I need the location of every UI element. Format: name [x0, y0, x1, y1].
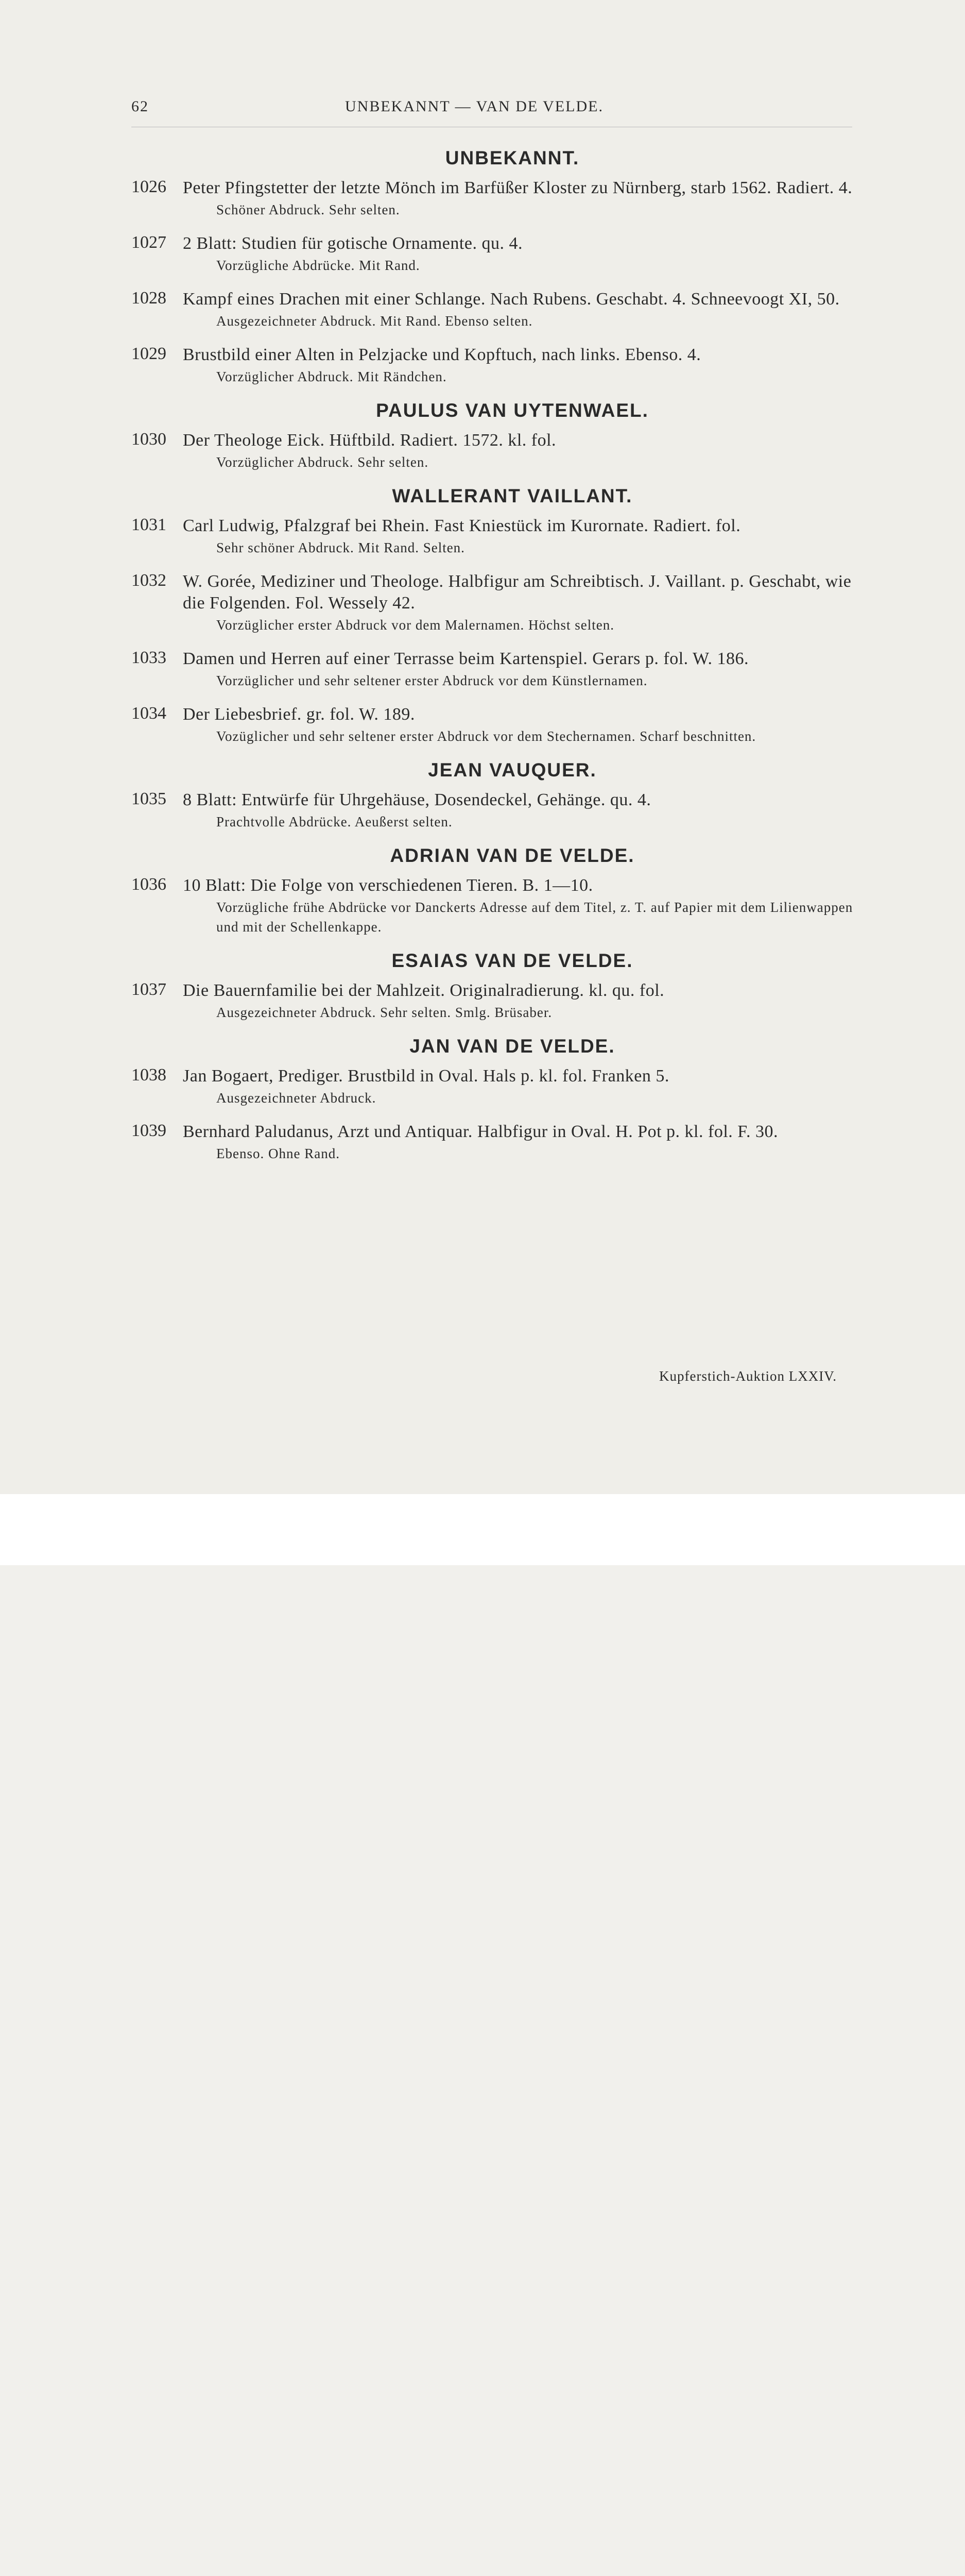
catalogue-entry [131, 875, 857, 937]
catalogue-section [131, 400, 857, 472]
catalogue-section [131, 950, 857, 1022]
section-title: JAN VAN DE VELDE. [409, 1036, 615, 1057]
condition-note: Vorzügliche frühe Abdrücke vor Danckerts Adresse auf dem Titel, z. T. auf Papier mit dem Lilienwappen und mit der Schellenkappe. [216, 900, 853, 935]
lot-number: 1039 [131, 1121, 166, 1140]
lot-number: 1030 [131, 430, 166, 449]
lot-number: 1036 [131, 875, 166, 894]
lot-description: 2 Blatt: Studien für gotische Ornamente. qu. 4. [183, 234, 523, 253]
lot-description: Der Theologe Eick. Hüftbild. Radiert. 1572. kl. fol. [183, 431, 557, 450]
catalogue-entry [131, 430, 857, 472]
condition-note: Vorzüglicher Abdruck. Mit Rändchen. [216, 369, 447, 384]
section-title: PAULUS VAN UYTENWAEL. [376, 400, 649, 421]
catalogue-entry [131, 289, 857, 331]
catalogue-entry [131, 515, 857, 557]
lot-description: W. Gorée, Mediziner und Theologe. Halbfigur am Schreibtisch. J. Vaillant. p. Geschabt, wie die Folgenden. Fol. Wessely 42. [183, 572, 852, 613]
lot-number: 1032 [131, 571, 166, 590]
viewer-footer-bar [0, 1494, 965, 1565]
lot-description: Bernhard Paludanus, Arzt und Antiquar. Halbfigur in Oval. H. Pot p. kl. fol. F. 30. [183, 1122, 778, 1141]
lot-number: 1038 [131, 1065, 166, 1084]
catalogue-section [131, 759, 857, 832]
lot-number: 1027 [131, 233, 166, 252]
lot-number: 1034 [131, 704, 166, 723]
lot-number: 1037 [131, 980, 166, 999]
lot-description: 8 Blatt: Entwürfe für Uhrgehäuse, Dosendeckel, Gehänge. qu. 4. [183, 790, 651, 809]
catalogue-entry [131, 648, 857, 690]
condition-note: Vorzüglicher erster Abdruck vor dem Malernamen. Höchst selten. [216, 617, 615, 633]
lot-description: Kampf eines Drachen mit einer Schlange. Nach Rubens. Geschabt. 4. Schneevoogt XI, 50. [183, 290, 840, 309]
condition-note: Sehr schöner Abdruck. Mit Rand. Selten. [216, 540, 465, 555]
catalogue-entry [131, 789, 857, 832]
lot-number: 1028 [131, 289, 166, 308]
catalogue-entry [131, 571, 857, 635]
section-title: ESAIAS VAN DE VELDE. [391, 950, 633, 971]
condition-note: Ebenso. Ohne Rand. [216, 1146, 340, 1161]
catalogue-section [131, 147, 857, 386]
lot-number: 1035 [131, 789, 166, 808]
condition-note: Vozüglicher und sehr seltener erster Abdruck vor dem Stechernamen. Scharf beschnitten. [216, 728, 756, 744]
catalogue-content [131, 147, 857, 1177]
condition-note: Vorzügliche Abdrücke. Mit Rand. [216, 258, 420, 273]
lot-description: 10 Blatt: Die Folge von verschiedenen Tieren. B. 1—10. [183, 876, 593, 895]
catalogue-entry [131, 1121, 857, 1163]
catalogue-section [131, 1036, 857, 1163]
lot-description: Jan Bogaert, Prediger. Brustbild in Oval. Hals p. kl. fol. Franken 5. [183, 1066, 669, 1086]
lot-description: Brustbild einer Alten in Pelzjacke und Kopftuch, nach links. Ebenso. 4. [183, 345, 701, 364]
lot-description: Peter Pfingstetter der letzte Mönch im Barfüßer Kloster zu Nürnberg, starb 1562. Radiert. 4. [183, 178, 853, 197]
running-title: UNBEKANNT — VAN DE VELDE. [345, 98, 604, 115]
catalogue-section [131, 485, 857, 746]
condition-note: Schöner Abdruck. Sehr selten. [216, 202, 400, 217]
catalogue-entry [131, 704, 857, 746]
condition-note: Ausgezeichneter Abdruck. Mit Rand. Ebenso selten. [216, 313, 533, 329]
lot-number: 1026 [131, 177, 166, 196]
section-title: ADRIAN VAN DE VELDE. [390, 845, 635, 866]
lot-number: 1031 [131, 515, 166, 534]
section-title: UNBEKANNT. [445, 147, 580, 168]
catalogue-entry [131, 344, 857, 386]
condition-note: Prachtvolle Abdrücke. Aeußerst selten. [216, 814, 453, 829]
catalogue-footer: Kupferstich-Auktion LXXIV. [659, 1368, 837, 1384]
lot-description: Carl Ludwig, Pfalzgraf bei Rhein. Fast Kniestück im Kurornate. Radiert. fol. [183, 516, 741, 535]
section-title: JEAN VAUQUER. [428, 759, 597, 781]
catalogue-entry [131, 980, 857, 1022]
catalogue-section [131, 845, 857, 937]
condition-note: Ausgezeichneter Abdruck. Sehr selten. Smlg. Brüsaber. [216, 1005, 553, 1020]
lot-number: 1033 [131, 648, 166, 667]
lot-description: Damen und Herren auf einer Terrasse beim Kartenspiel. Gerars p. fol. W. 186. [183, 649, 749, 668]
condition-note: Ausgezeichneter Abdruck. [216, 1090, 376, 1106]
section-title: WALLERANT VAILLANT. [392, 485, 633, 506]
catalogue-entry [131, 177, 857, 219]
condition-note: Vorzüglicher und sehr seltener erster Abdruck vor dem Künstlernamen. [216, 673, 648, 688]
condition-note: Vorzüglicher Abdruck. Sehr selten. [216, 454, 429, 470]
catalogue-entry [131, 233, 857, 275]
lot-number: 1029 [131, 344, 166, 363]
lot-description: Der Liebesbrief. gr. fol. W. 189. [183, 705, 415, 724]
lot-description: Die Bauernfamilie bei der Mahlzeit. Originalradierung. kl. qu. fol. [183, 981, 665, 1000]
catalogue-entry [131, 1065, 857, 1108]
page-number: 62 [131, 98, 149, 115]
